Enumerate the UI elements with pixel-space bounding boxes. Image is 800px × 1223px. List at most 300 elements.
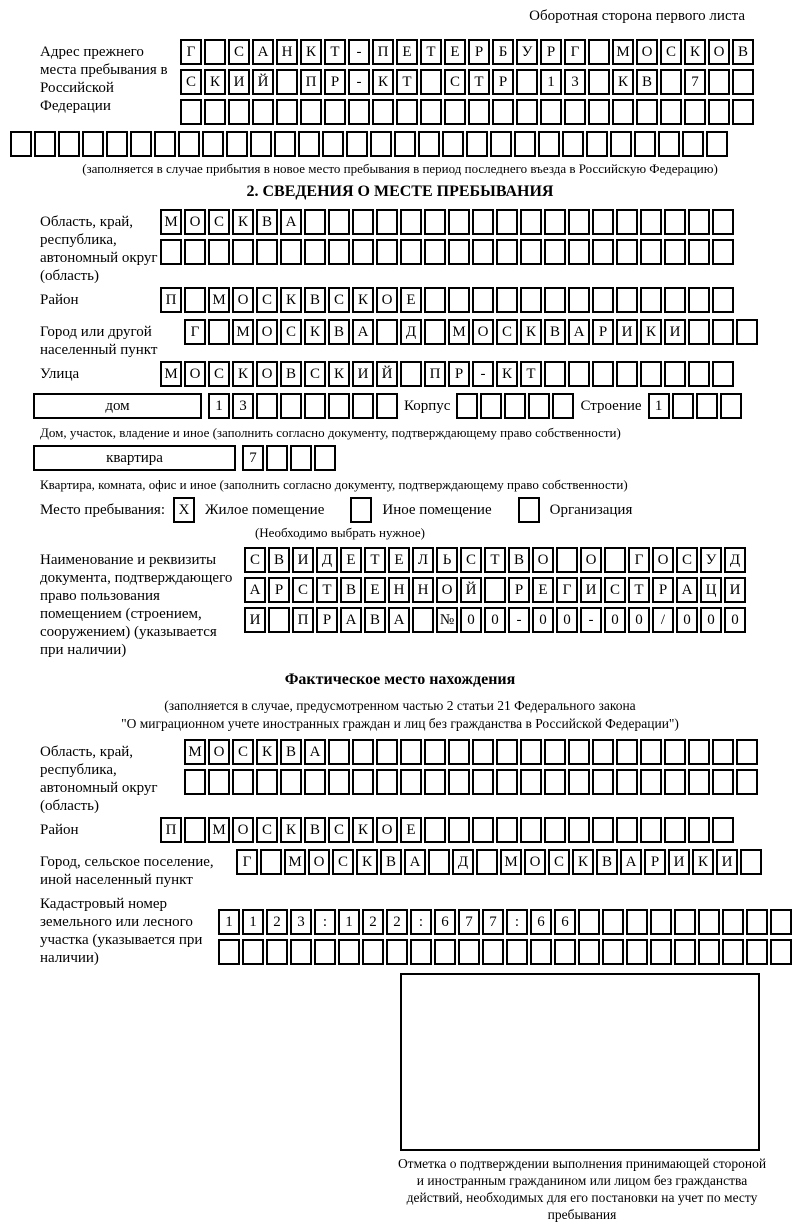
char-cell: [34, 131, 56, 157]
char-cell: [362, 939, 384, 965]
char-cell: [588, 39, 610, 65]
char-cell: [482, 939, 504, 965]
char-cell: [58, 131, 80, 157]
char-cell: [674, 939, 696, 965]
char-cell: П: [160, 287, 182, 313]
char-cell: Е: [340, 547, 362, 573]
char-cell: О: [524, 849, 546, 875]
char-cell: [472, 209, 494, 235]
char-cell: 0: [700, 607, 722, 633]
char-cell: [496, 739, 518, 765]
char-cell: [568, 209, 590, 235]
char-cell: А: [388, 607, 410, 633]
doc-grid: [244, 547, 748, 637]
char-cell: [568, 769, 590, 795]
char-cell: [484, 577, 506, 603]
char-cell: [568, 817, 590, 843]
char-cell: О: [436, 577, 458, 603]
char-cell: 7: [482, 909, 504, 935]
char-cell: Р: [268, 577, 290, 603]
kadastr-field: [10, 891, 790, 969]
char-cell: И: [580, 577, 602, 603]
char-cell: [444, 99, 466, 125]
char-cell: Й: [376, 361, 398, 387]
char-cell: В: [340, 577, 362, 603]
char-cell: О: [184, 209, 206, 235]
char-cell: [636, 99, 658, 125]
char-cell: В: [732, 39, 754, 65]
char-cell: [520, 817, 542, 843]
char-cell: С: [208, 361, 230, 387]
char-cell: В: [508, 547, 530, 573]
char-cell: [688, 817, 710, 843]
dom-cells[interactable]: [208, 393, 400, 419]
char-cell: -: [508, 607, 530, 633]
char-cell: [506, 939, 528, 965]
char-cell: [720, 393, 742, 419]
char-cell: [456, 393, 478, 419]
char-cell: [304, 209, 326, 235]
char-cell: [300, 99, 322, 125]
char-cell: [640, 239, 662, 265]
char-cell: [712, 739, 734, 765]
char-cell: Т: [364, 547, 386, 573]
char-cell: А: [340, 607, 362, 633]
char-cell: [400, 361, 422, 387]
char-cell: М: [448, 319, 470, 345]
char-cell: [664, 287, 686, 313]
char-cell: [400, 239, 422, 265]
char-cell: [428, 849, 450, 875]
char-cell: И: [244, 607, 266, 633]
kvartira-cells[interactable]: [242, 445, 338, 471]
char-cell: [698, 909, 720, 935]
oblast-grid: [160, 209, 736, 269]
char-cell: И: [668, 849, 690, 875]
char-cell: [82, 131, 104, 157]
prev-address-label: Адрес прежнего места пребывания в Российской Федерации: [40, 44, 168, 114]
fact-oblast-row-2[interactable]: [184, 769, 760, 795]
char-cell: [328, 769, 350, 795]
char-cell: [520, 769, 542, 795]
prev-address-row-4[interactable]: [10, 131, 790, 157]
char-cell: В: [268, 547, 290, 573]
char-cell: [228, 99, 250, 125]
char-cell: Н: [388, 577, 410, 603]
char-cell: [544, 239, 566, 265]
char-cell: В: [596, 849, 618, 875]
char-cell: М: [612, 39, 634, 65]
char-cell: [208, 239, 230, 265]
char-cell: [280, 393, 302, 419]
char-cell: [480, 393, 502, 419]
char-cell: К: [232, 209, 254, 235]
char-cell: [664, 769, 686, 795]
char-cell: Е: [400, 817, 422, 843]
char-cell: 0: [724, 607, 746, 633]
char-cell: [376, 393, 398, 419]
char-cell: [604, 547, 626, 573]
char-cell: К: [684, 39, 706, 65]
char-cell: [372, 99, 394, 125]
char-cell: [352, 739, 374, 765]
char-cell: [634, 131, 656, 157]
gorod-row[interactable]: [184, 319, 760, 345]
char-cell: [712, 209, 734, 235]
char-cell: [708, 69, 730, 95]
char-cell: Р: [652, 577, 674, 603]
char-cell: [290, 445, 312, 471]
char-cell: Г: [628, 547, 650, 573]
char-cell: [448, 209, 470, 235]
char-cell: 2: [386, 909, 408, 935]
doc-row-2[interactable]: [244, 577, 748, 603]
char-cell: 0: [676, 607, 698, 633]
char-cell: [578, 909, 600, 935]
fact-gorod-field: [10, 849, 790, 889]
raion-field: [10, 287, 790, 317]
char-cell: [664, 739, 686, 765]
char-cell: М: [160, 361, 182, 387]
kvartira-note: Квартира, комната, офис и иное (заполнить согласно документу, подтверждающему право собственности): [40, 477, 628, 492]
korpus-cells[interactable]: [456, 393, 576, 419]
char-cell: О: [708, 39, 730, 65]
char-cell: [672, 393, 694, 419]
char-cell: [424, 769, 446, 795]
char-cell: А: [568, 319, 590, 345]
char-cell: [568, 287, 590, 313]
char-cell: [712, 361, 734, 387]
char-cell: /: [652, 607, 674, 633]
char-cell: 0: [484, 607, 506, 633]
char-cell: [736, 769, 758, 795]
char-cell: [640, 209, 662, 235]
char-cell: [276, 99, 298, 125]
char-cell: [568, 361, 590, 387]
char-cell: [412, 607, 434, 633]
char-cell: [226, 131, 248, 157]
char-cell: [746, 939, 768, 965]
char-cell: [352, 769, 374, 795]
char-cell: Е: [364, 577, 386, 603]
char-cell: Т: [316, 577, 338, 603]
char-cell: [516, 69, 538, 95]
char-cell: [722, 939, 744, 965]
char-cell: Е: [388, 547, 410, 573]
char-cell: [276, 69, 298, 95]
char-cell: [472, 239, 494, 265]
char-cell: О: [208, 739, 230, 765]
char-cell: [324, 99, 346, 125]
char-cell: [130, 131, 152, 157]
char-cell: Т: [484, 547, 506, 573]
prev-address-row-1[interactable]: [180, 39, 756, 65]
char-cell: [352, 239, 374, 265]
char-cell: [592, 817, 614, 843]
char-cell: [688, 287, 710, 313]
char-cell: [218, 939, 240, 965]
doc-row-3[interactable]: [244, 607, 748, 633]
char-cell: Т: [468, 69, 490, 95]
char-cell: [400, 739, 422, 765]
raion-label: Район: [40, 292, 79, 308]
kadastr-row-2[interactable]: [218, 939, 794, 965]
char-cell: [688, 319, 710, 345]
dom-note: Дом, участок, владение и иное (заполнить согласно документу, подтверждающему право собственности): [40, 425, 621, 440]
ulitsa-field: [10, 361, 790, 391]
char-cell: [592, 769, 614, 795]
char-cell: С: [180, 69, 202, 95]
fact-oblast-row-1[interactable]: [184, 739, 760, 765]
char-cell: О: [472, 319, 494, 345]
char-cell: :: [506, 909, 528, 935]
char-cell: [564, 99, 586, 125]
fact-oblast-label: Область, край, республика, автономный округ (область): [40, 744, 158, 814]
char-cell: [544, 287, 566, 313]
fact-raion-label: Район: [40, 822, 79, 838]
char-cell: [554, 939, 576, 965]
oblast-field: [10, 209, 790, 285]
char-cell: [424, 739, 446, 765]
char-cell: С: [332, 849, 354, 875]
char-cell: [544, 769, 566, 795]
char-cell: [610, 131, 632, 157]
char-cell: -: [348, 69, 370, 95]
char-cell: [612, 99, 634, 125]
char-cell: [496, 287, 518, 313]
char-cell: [688, 209, 710, 235]
char-cell: [304, 239, 326, 265]
char-cell: [322, 131, 344, 157]
char-cell: [472, 287, 494, 313]
char-cell: [736, 739, 758, 765]
char-cell: [592, 361, 614, 387]
char-cell: В: [280, 361, 302, 387]
char-cell: 0: [628, 607, 650, 633]
char-cell: К: [232, 361, 254, 387]
char-cell: И: [292, 547, 314, 573]
char-cell: К: [352, 287, 374, 313]
raion-row[interactable]: [160, 287, 736, 313]
char-cell: [562, 131, 584, 157]
fact-oblast-grid: [184, 739, 760, 799]
char-cell: [544, 209, 566, 235]
char-cell: [458, 939, 480, 965]
char-cell: 3: [232, 393, 254, 419]
char-cell: К: [280, 817, 302, 843]
char-cell: У: [516, 39, 538, 65]
char-cell: Т: [628, 577, 650, 603]
oblast-label: Область, край, республика, автономный округ (область): [40, 214, 158, 284]
char-cell: А: [620, 849, 642, 875]
char-cell: С: [496, 319, 518, 345]
char-cell: Р: [592, 319, 614, 345]
char-cell: [256, 393, 278, 419]
char-cell: М: [160, 209, 182, 235]
char-cell: С: [604, 577, 626, 603]
char-cell: [420, 69, 442, 95]
char-cell: [328, 239, 350, 265]
checkbox-inoe[interactable]: [350, 497, 372, 523]
org-label: Организация: [549, 501, 633, 518]
ulitsa-row[interactable]: [160, 361, 736, 387]
char-cell: [468, 99, 490, 125]
char-cell: А: [280, 209, 302, 235]
prev-address-row-3[interactable]: [180, 99, 756, 125]
fact-gorod-row[interactable]: [236, 849, 764, 875]
oblast-row-1[interactable]: [160, 209, 736, 235]
doc-row-1[interactable]: [244, 547, 748, 573]
char-cell: [568, 239, 590, 265]
char-cell: С: [548, 849, 570, 875]
char-cell: [242, 939, 264, 965]
char-cell: Е: [396, 39, 418, 65]
char-cell: 3: [564, 69, 586, 95]
char-cell: Ц: [700, 577, 722, 603]
char-cell: 7: [684, 69, 706, 95]
char-cell: К: [352, 817, 374, 843]
char-cell: С: [444, 69, 466, 95]
fact-gorod-label: Город, сельское поселение, иной населенный пункт: [40, 854, 214, 888]
char-cell: [328, 739, 350, 765]
kadastr-row-1[interactable]: [218, 909, 794, 935]
char-cell: [616, 739, 638, 765]
char-cell: Т: [520, 361, 542, 387]
char-cell: 1: [218, 909, 240, 935]
fact-oblast-field: [10, 739, 790, 815]
char-cell: А: [352, 319, 374, 345]
char-cell: [770, 909, 792, 935]
char-cell: Р: [508, 577, 530, 603]
char-cell: [616, 239, 638, 265]
char-cell: [476, 849, 498, 875]
char-cell: [184, 287, 206, 313]
checkbox-zhiloe[interactable]: X: [173, 497, 195, 523]
char-cell: [712, 817, 734, 843]
char-cell: [640, 739, 662, 765]
prev-address-row-2[interactable]: [180, 69, 756, 95]
char-cell: С: [256, 287, 278, 313]
zhiloe-label: Жилое помещение: [205, 501, 325, 518]
doc-label: Наименование и реквизиты документа, подтверждающего право пользования помещением (строением, сооружением) (указывается при наличии): [40, 552, 233, 658]
char-cell: И: [716, 849, 738, 875]
char-cell: 3: [290, 909, 312, 935]
char-cell: О: [308, 849, 330, 875]
char-cell: [208, 319, 230, 345]
char-cell: Н: [412, 577, 434, 603]
char-cell: 0: [556, 607, 578, 633]
char-cell: С: [292, 577, 314, 603]
char-cell: [528, 393, 550, 419]
char-cell: П: [424, 361, 446, 387]
char-cell: В: [544, 319, 566, 345]
char-cell: [448, 239, 470, 265]
oblast-row-2[interactable]: [160, 239, 736, 265]
char-cell: [616, 769, 638, 795]
char-cell: [640, 287, 662, 313]
char-cell: О: [376, 817, 398, 843]
char-cell: [530, 939, 552, 965]
char-cell: [424, 319, 446, 345]
char-cell: 0: [604, 607, 626, 633]
char-cell: 1: [648, 393, 670, 419]
char-cell: [204, 99, 226, 125]
ulitsa-label: Улица: [40, 366, 80, 382]
char-cell: [616, 287, 638, 313]
char-cell: К: [304, 319, 326, 345]
char-cell: О: [652, 547, 674, 573]
char-cell: №: [436, 607, 458, 633]
char-cell: [386, 939, 408, 965]
char-cell: 1: [540, 69, 562, 95]
char-cell: О: [184, 361, 206, 387]
char-cell: [256, 769, 278, 795]
char-cell: [688, 739, 710, 765]
char-cell: И: [228, 69, 250, 95]
char-cell: [516, 99, 538, 125]
char-cell: Д: [316, 547, 338, 573]
char-cell: И: [616, 319, 638, 345]
char-cell: [184, 817, 206, 843]
char-cell: [396, 99, 418, 125]
char-cell: [424, 817, 446, 843]
char-cell: [664, 239, 686, 265]
char-cell: [448, 817, 470, 843]
char-cell: [424, 239, 446, 265]
char-cell: [232, 769, 254, 795]
char-cell: :: [314, 909, 336, 935]
char-cell: К: [204, 69, 226, 95]
char-cell: К: [496, 361, 518, 387]
char-cell: П: [160, 817, 182, 843]
char-cell: С: [328, 817, 350, 843]
char-cell: К: [572, 849, 594, 875]
char-cell: А: [304, 739, 326, 765]
char-cell: [250, 131, 272, 157]
kadastr-label: Кадастровый номер земельного или лесного участка (указывается при наличии): [40, 896, 203, 966]
char-cell: [520, 209, 542, 235]
dom-row: [10, 393, 790, 423]
char-cell: [746, 909, 768, 935]
char-cell: О: [532, 547, 554, 573]
char-cell: [298, 131, 320, 157]
char-cell: [370, 131, 392, 157]
registration-mark-caption: Отметка о подтверждении выполнения принимающей стороной и иностранным гражданином или лицом без гражданства действий, необходимых для его постановки на учет по месту пребывания: [397, 1156, 767, 1222]
char-cell: [660, 69, 682, 95]
char-cell: [682, 131, 704, 157]
checkbox-org[interactable]: [518, 497, 540, 523]
char-cell: [674, 909, 696, 935]
char-cell: [492, 99, 514, 125]
char-cell: Р: [468, 39, 490, 65]
char-cell: С: [208, 209, 230, 235]
char-cell: [106, 131, 128, 157]
char-cell: М: [184, 739, 206, 765]
char-cell: 1: [208, 393, 230, 419]
fact-raion-row[interactable]: [160, 817, 736, 843]
char-cell: [602, 939, 624, 965]
stroenie-label: Строение: [580, 398, 642, 414]
char-cell: 7: [458, 909, 480, 935]
char-cell: [504, 393, 526, 419]
char-cell: Г: [236, 849, 258, 875]
stroenie-cells[interactable]: [648, 393, 744, 419]
char-cell: [732, 99, 754, 125]
char-cell: У: [700, 547, 722, 573]
char-cell: [664, 209, 686, 235]
char-cell: [328, 209, 350, 235]
char-cell: С: [232, 739, 254, 765]
